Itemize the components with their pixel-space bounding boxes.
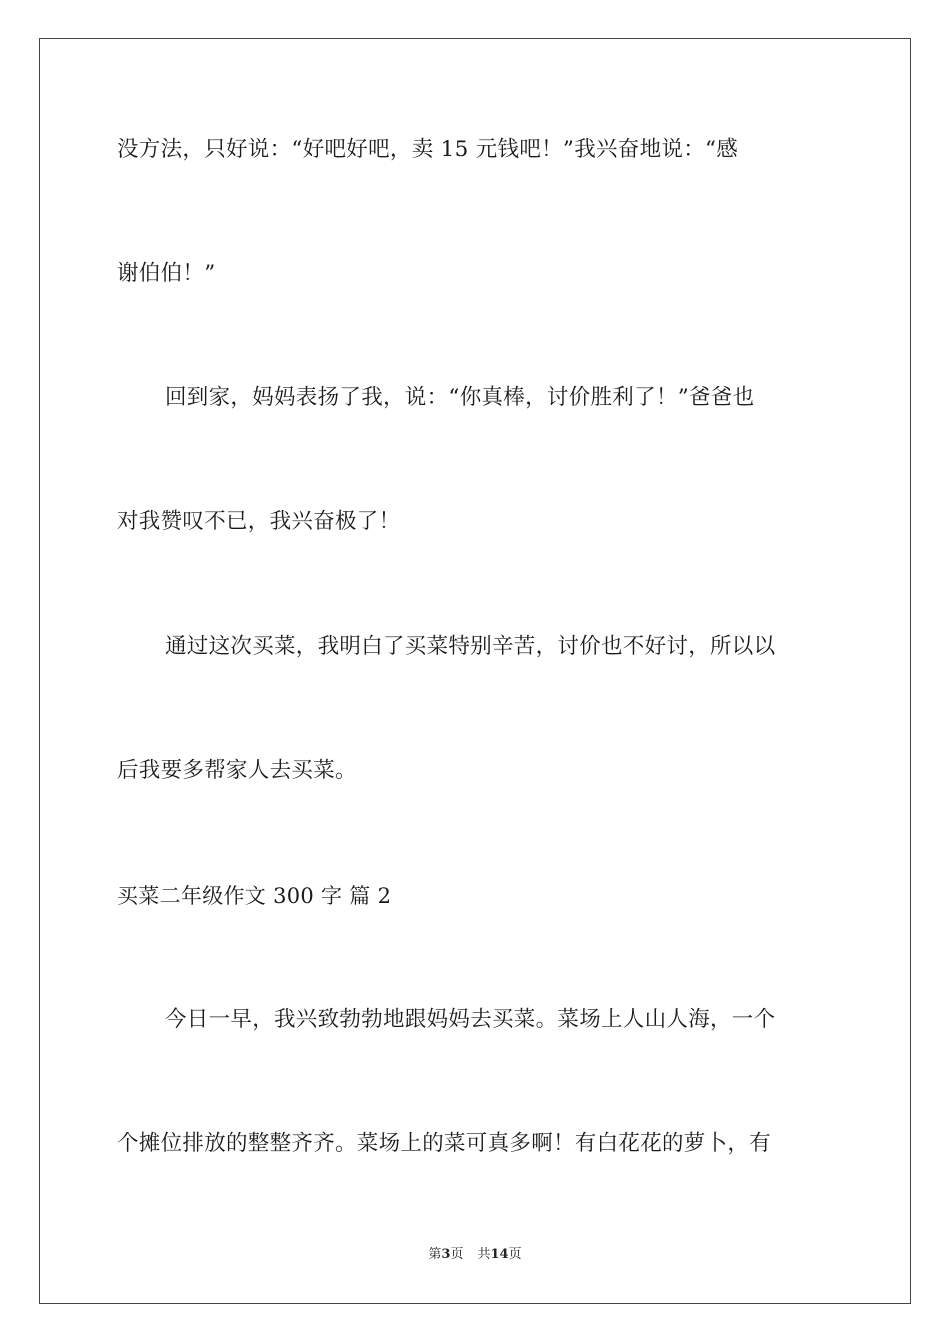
current-page-number: 3 [441,1247,451,1262]
paragraph-line: 个摊位排放的整整齐齐。菜场上的菜可真多啊！有白花花的萝卜，有 [117,1131,772,1156]
section-heading: 买菜二年级作文 300 字 篇 2 [117,884,392,908]
paragraph-line: 对我赞叹不已，我兴奋极了！ [117,509,401,534]
total-prefix: 共 [477,1247,491,1262]
paragraph-line: 今日一早，我兴致勃勃地跟妈妈去买菜。菜场上人山人海，一个 [165,1007,776,1032]
paragraph-line: 通过这次买菜，我明白了买菜特别辛苦，讨价也不好讨，所以以 [165,634,776,659]
paragraph-line: 没方法，只好说：“好吧好吧，卖 15 元钱吧！”我兴奋地说：“感 [117,137,739,162]
paragraph-line: 回到家，妈妈表扬了我，说：“你真棒，讨价胜利了！”爸爸也 [165,385,755,410]
page-prefix: 第 [428,1247,442,1262]
page-suffix: 页 [450,1247,464,1262]
paragraph-line: 后我要多帮家人去买菜。 [117,758,357,783]
paragraph-line: 谢伯伯！” [117,261,216,286]
total-suffix: 页 [508,1247,522,1262]
page-footer [0,1246,950,1264]
total-pages-number: 14 [490,1247,509,1262]
page-border [39,38,911,1304]
